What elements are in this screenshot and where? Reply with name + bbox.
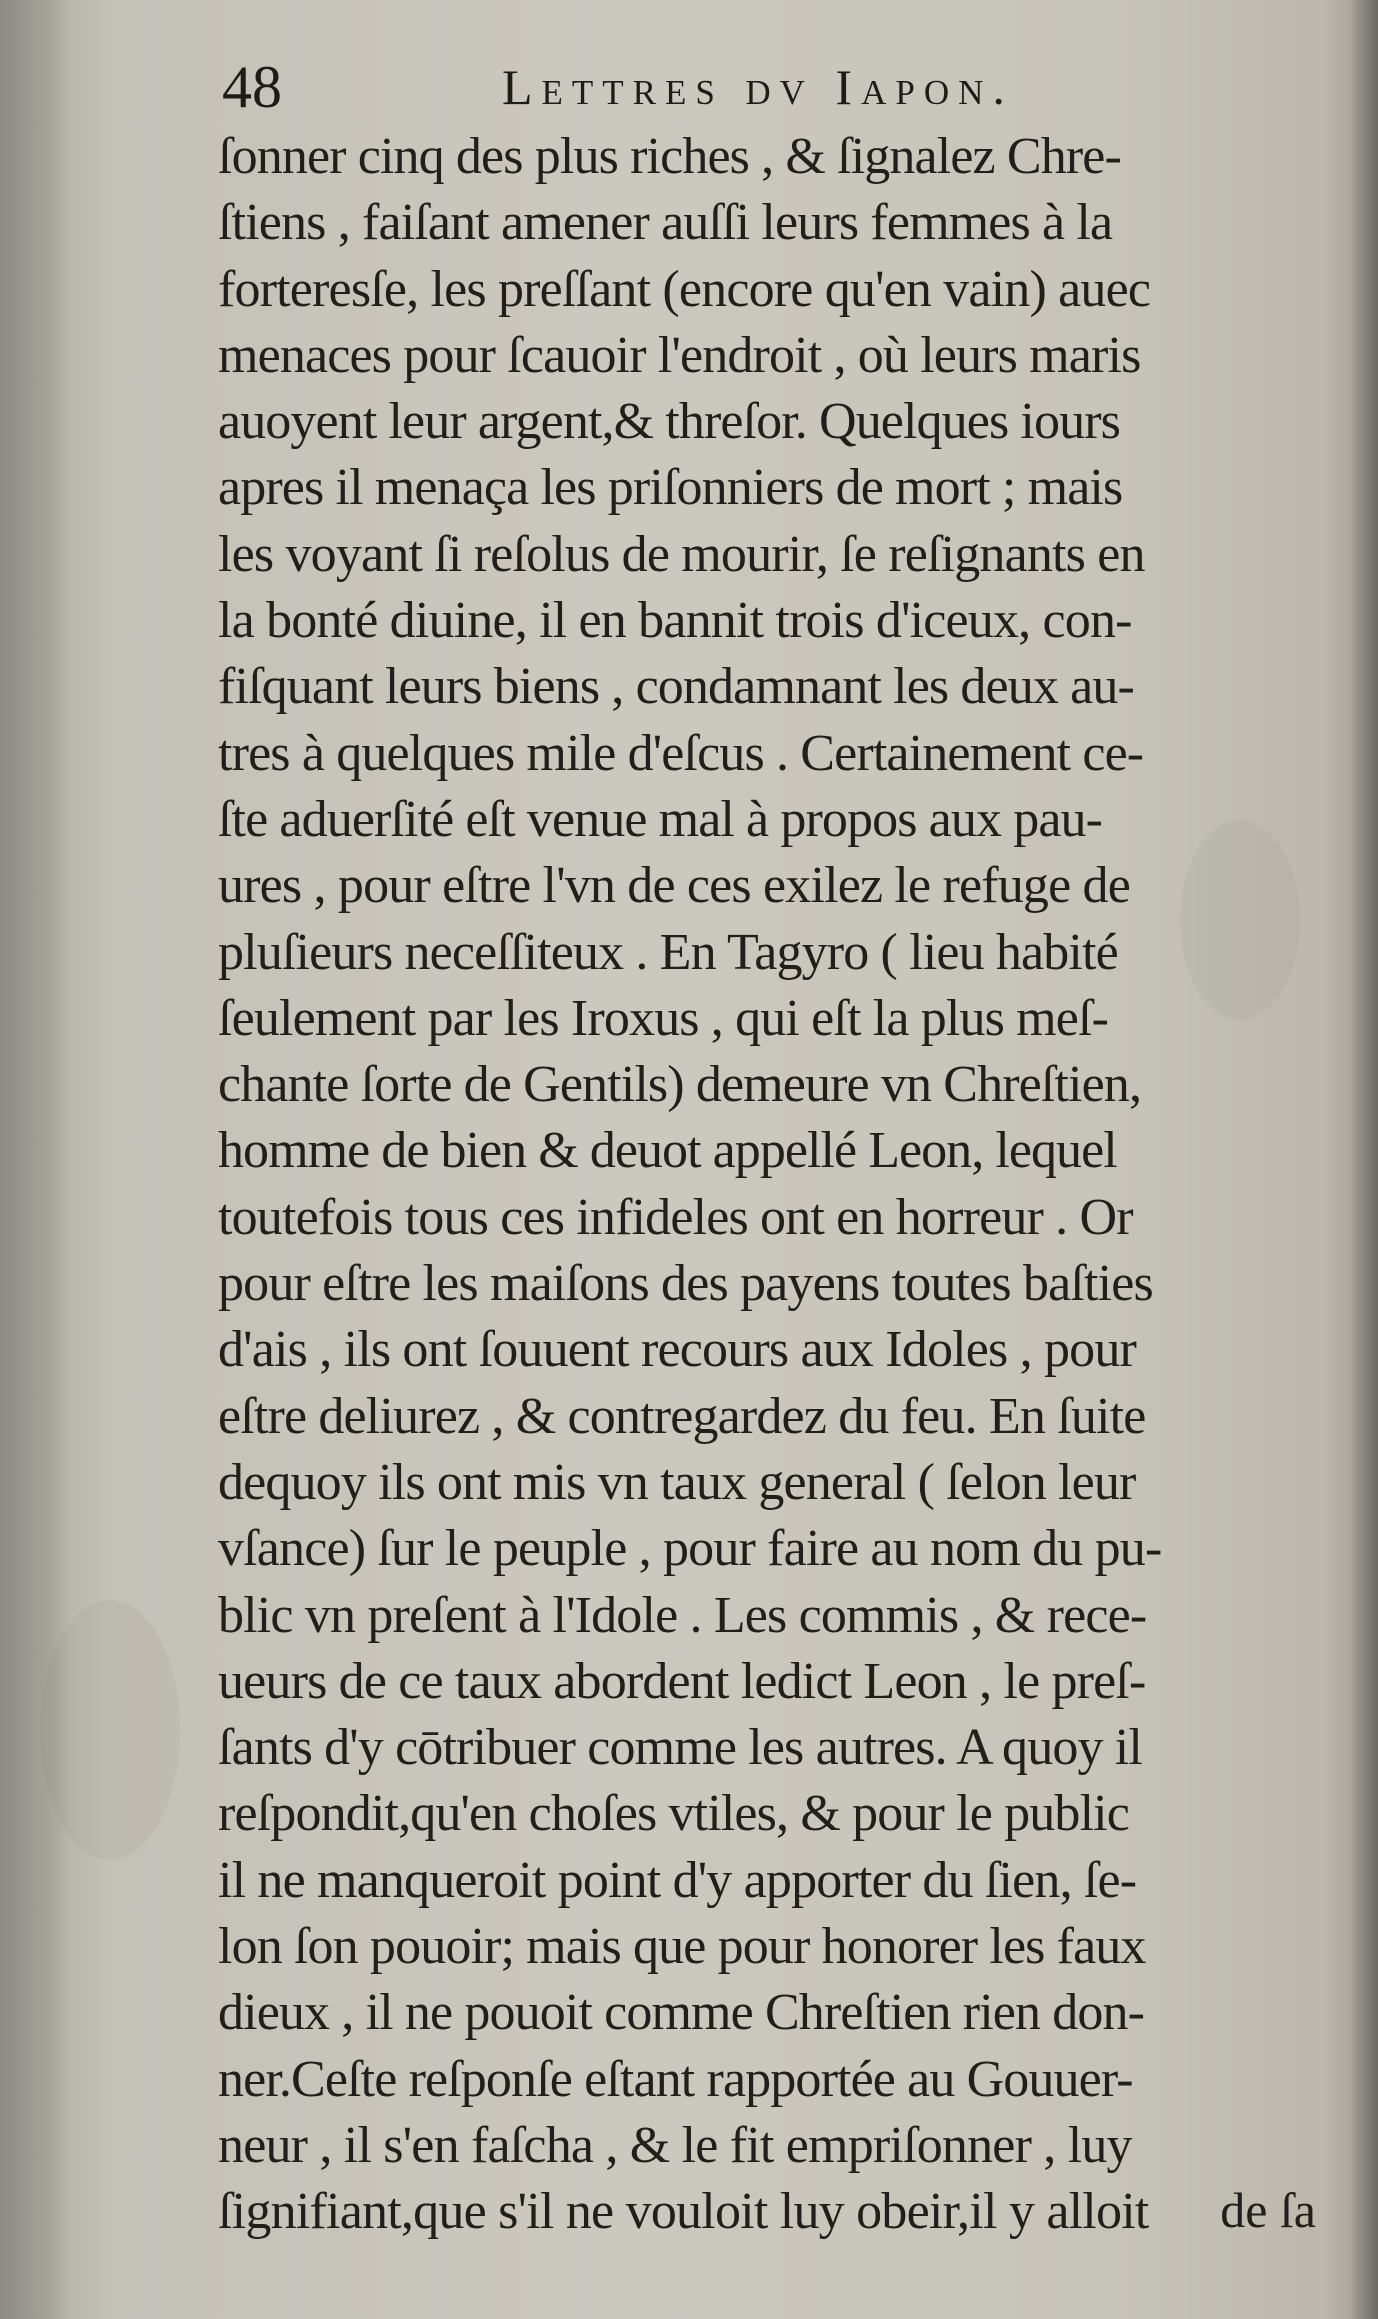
text-line: ſte aduerſité eſt venue mal à propos aux pau- [218, 790, 1103, 848]
text-line: ueurs de ce taux abordent ledict Leon , le preſ- [218, 1652, 1146, 1710]
text-line: menaces pour ſcauoir l'endroit , où leurs maris [218, 326, 1141, 384]
text-line: les voyant ſi reſolus de mourir, ſe reſignants en [218, 525, 1145, 583]
catchword: de ſa [1220, 2182, 1316, 2238]
text-line: homme de bien & deuot appellé Leon, lequel [218, 1122, 1117, 1180]
text-line: pour eſtre les maiſons des payens toutes baſties [218, 1255, 1153, 1313]
text-line: lon ſon pouoir; mais que pour honorer les faux [218, 1918, 1146, 1976]
running-title: Lettres dv Iapon. [502, 59, 1014, 115]
text-line: ner.Ceſte reſponſe eſtant rapportée au Gouuer- [218, 2050, 1133, 2108]
text-line: fiſquant leurs biens , condamnant les deux au- [218, 658, 1134, 716]
text-line: eſtre deliurez , & contregardez du feu. En ſuite [218, 1387, 1146, 1445]
text-line: ures , pour eſtre l'vn de ces exilez le refuge de [218, 857, 1130, 915]
text-line: il ne manqueroit point d'y apporter du ſien, ſe- [218, 1851, 1137, 1909]
text-line: d'ais , ils ont ſouuent recours aux Idoles , pour [218, 1321, 1137, 1379]
text-line: dequoy ils ont mis vn taux general ( ſelon leur [218, 1453, 1136, 1511]
text-line: toutefois tous ces infideles ont en horreur . Or [218, 1188, 1133, 1246]
text-line: ſants d'y cōtribuer comme les autres. A quoy il [218, 1719, 1143, 1777]
paper-stain [40, 1600, 180, 1860]
text-line: auoyent leur argent,& threſor. Quelques iours [218, 393, 1120, 451]
page-header [222, 52, 1282, 122]
page-gutter-shadow [0, 0, 70, 2319]
text-line: reſpondit,qu'en choſes vtiles, & pour le public [218, 1785, 1130, 1843]
text-line: chante ſorte de Gentils) demeure vn Chreſtien, [218, 1056, 1142, 1114]
text-line: ſonner cinq des plus riches , & ſignalez Chre- [218, 128, 1121, 185]
text-line: pluſieurs neceſſiteux . En Tagyro ( lieu habité [218, 923, 1118, 981]
text-line: blic vn preſent à l'Idole . Les commis , & rece- [218, 1586, 1147, 1644]
text-line: dieux , il ne pouoit comme Chreſtien rien don- [218, 1984, 1145, 2042]
text-line: forteresſe, les preſſant (encore qu'en vain) auec [218, 260, 1151, 318]
text-line: tres à quelques mile d'eſcus . Certainement ce- [218, 724, 1144, 782]
text-line: ſeulement par les Iroxus , qui eſt la plus meſ- [218, 989, 1109, 1047]
text-line: apres il menaça les priſonniers de mort ; mais [218, 459, 1123, 517]
text-line: neur , il s'en faſcha , & le fit empriſonner , luy [218, 2116, 1132, 2174]
text-line: la bonté diuine, il en bannit trois d'iceux, con- [218, 592, 1132, 650]
text-line: ſignifiant,que s'il ne vouloit luy obeir,il y alloit [218, 2183, 1149, 2241]
text-line: ſtiens , faiſant amener auſſi leurs femmes à la [218, 194, 1113, 252]
text-line: vſance) ſur le peuple , pour faire au nom du pu- [218, 1520, 1162, 1578]
body-text [218, 124, 1368, 2246]
page-number: 48 [222, 54, 282, 120]
